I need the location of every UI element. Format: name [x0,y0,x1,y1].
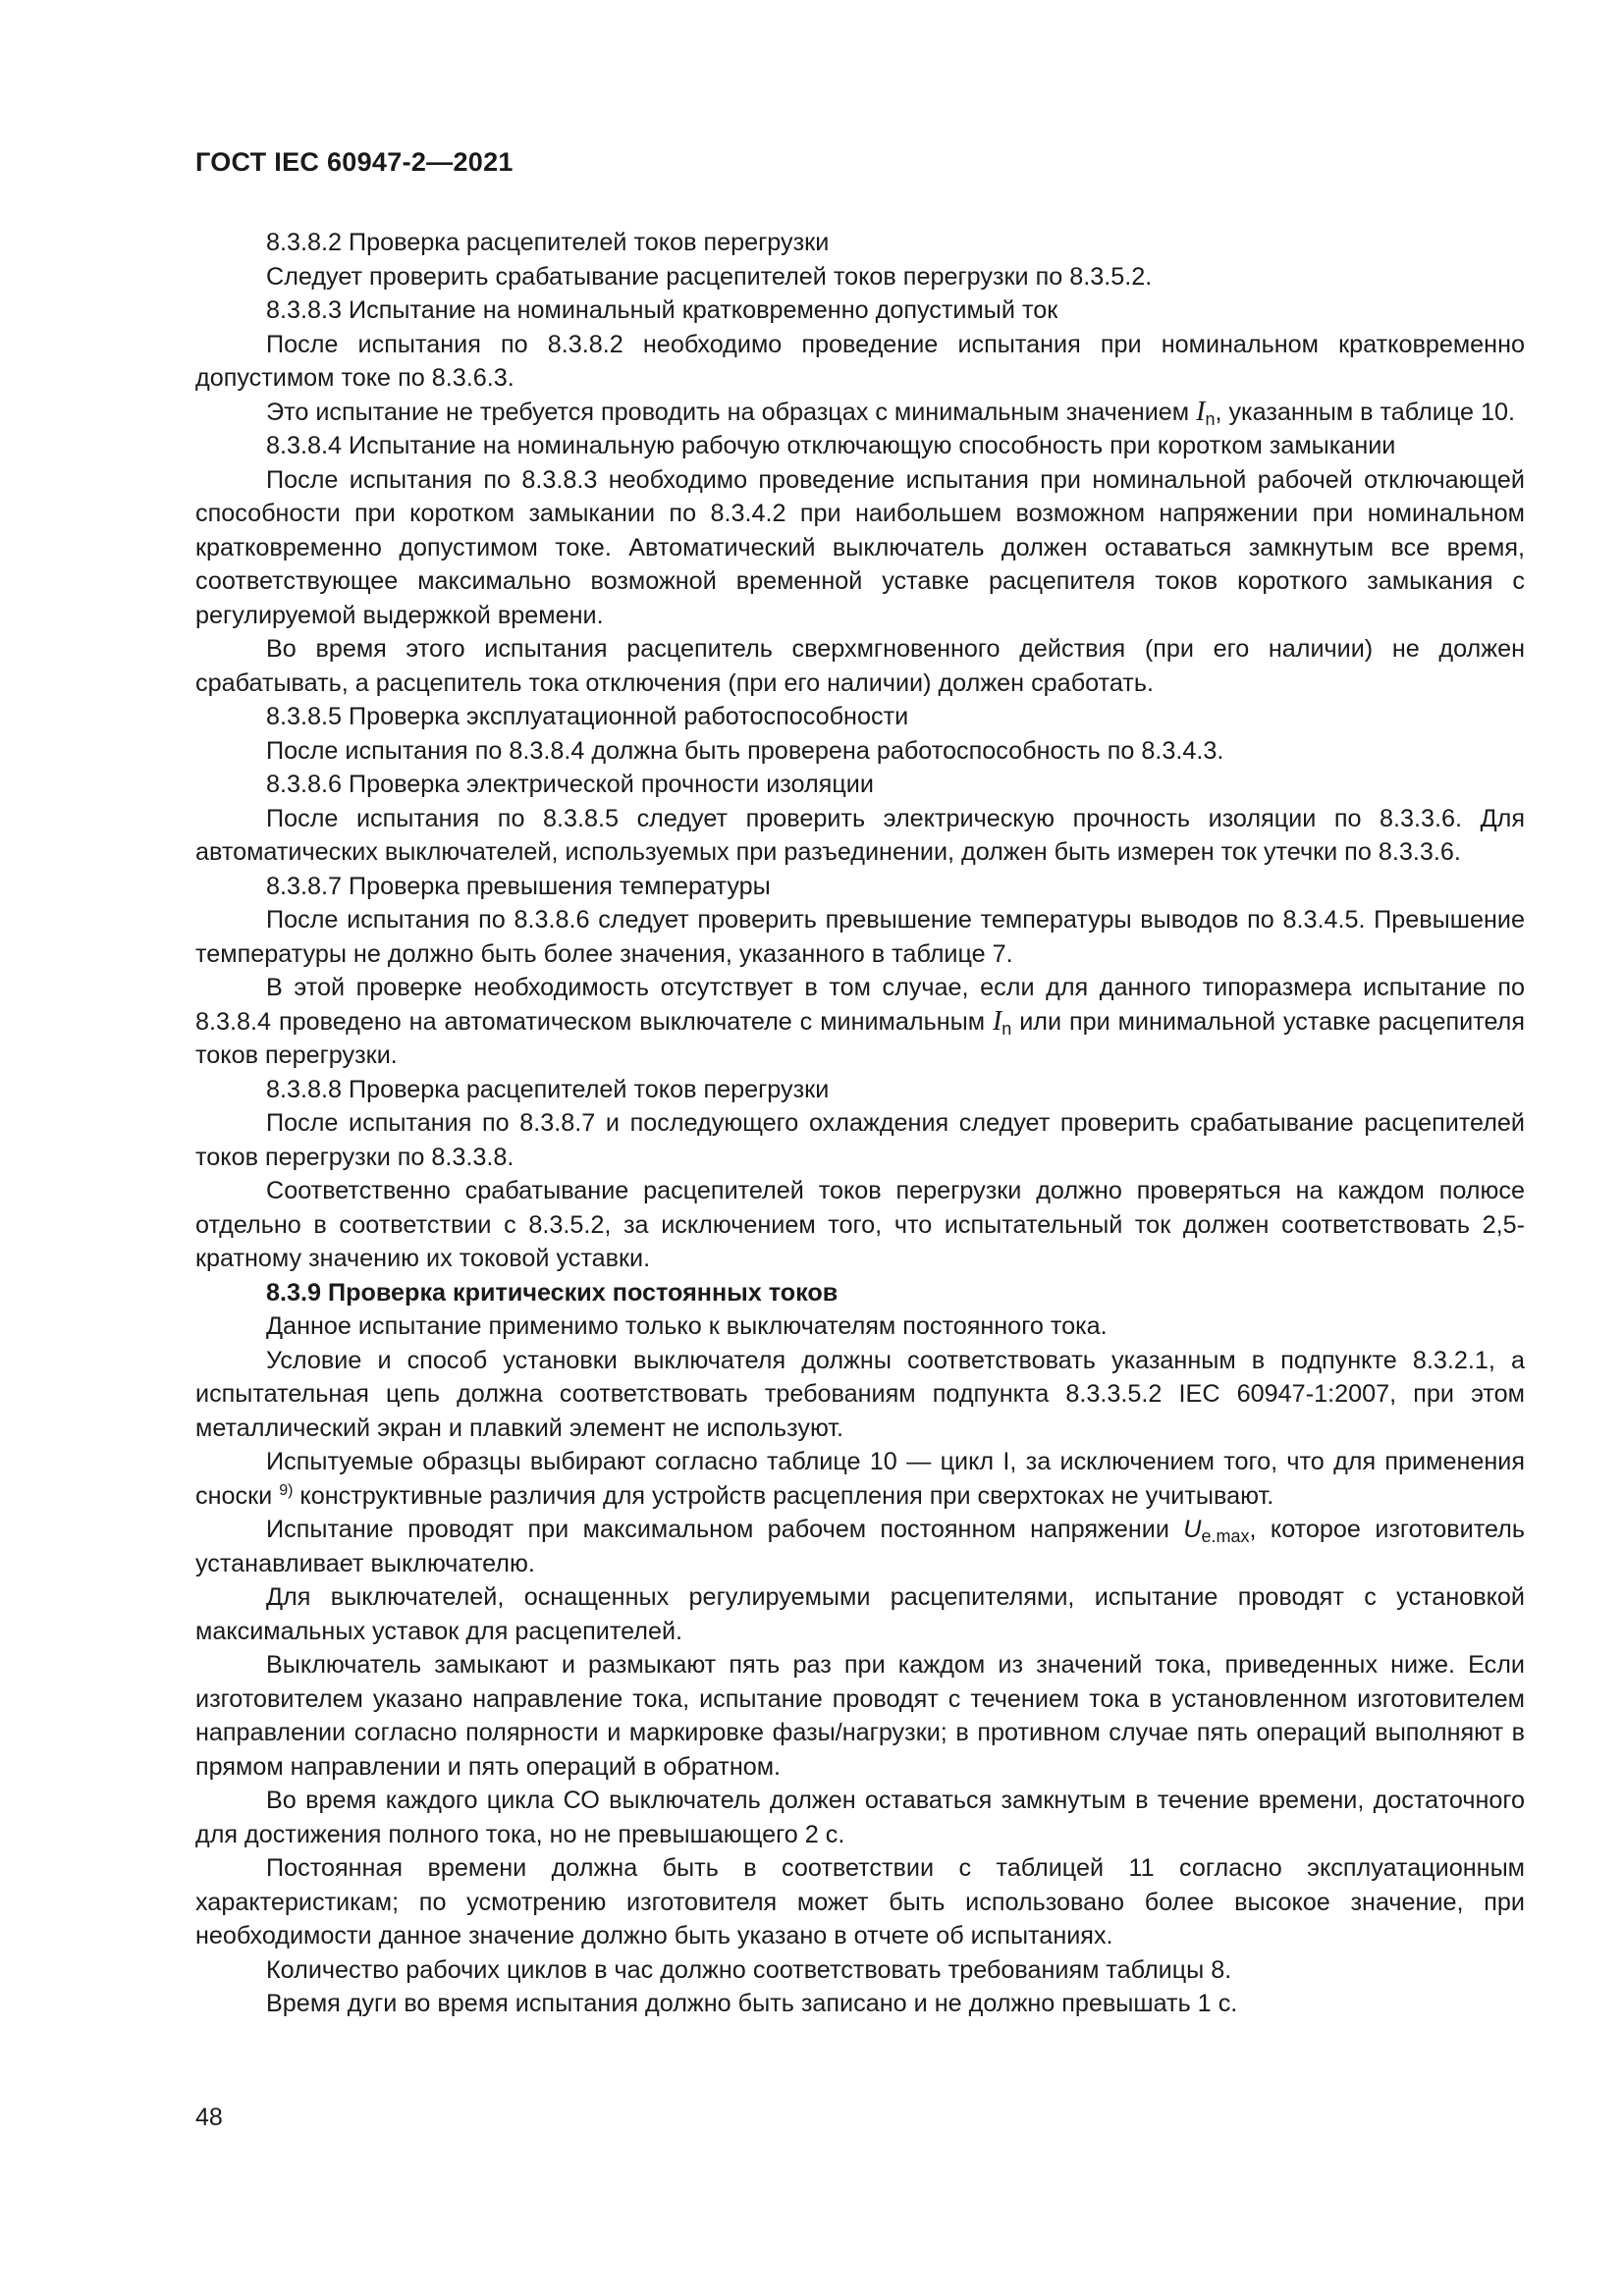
footnote-ref: 9) [279,1481,294,1499]
voltage-symbol: U [1183,1516,1202,1543]
subscript: n [1205,408,1216,429]
document-header: ГОСТ IEC 60947-2—2021 [195,147,514,177]
paragraph: 8.3.8.6 Проверка электрической прочности изоляции [266,771,874,798]
paragraph: После испытания по 8.3.8.3 необходимо проведение испытания при номинальной рабочей отключающей способности при коротком замыкании по 8.3.4.2 при наибольшем возможном напряжении при номинальном кратковременно допустимом токе. Автоматический выключатель должен оставаться замкнутым все время, соответствующее максимально возможной временной уставке расцепителя токов короткого замыкания с регулируемой выдержкой времени. [195,465,1525,629]
paragraph: Следует проверить срабатывание расцепителей токов перегрузки по 8.3.5.2. [266,262,1153,291]
paragraph [195,971,1525,1073]
text-run: конструктивные различия для устройств расцепления при сверхтоках не учитывают. [293,1481,1274,1510]
paragraph: Условие и способ установки выключателя должны соответствовать указанным в подпункте 8.3.2.1, а испытательная цепь должна соответствовать требованиям подпункта 8.3.3.5.2 IEC 60947-1:2007, при этом металлический экран и плавкий элемент не используют. [195,1346,1525,1442]
text-run: В этой проверке необходимость отсутствует в том случае, если для данного типоразмера испытание по 8.3.8.4 проведено на автоматическом выключателе с минимальным [195,974,1525,1036]
paragraph: Данное испытание применимо только к выключателям постоянного тока. [266,1312,1108,1340]
document-body [195,226,1525,2021]
text-run: , указанным в таблице 10. [1215,398,1515,426]
text-run: , которое изготовитель устанавливает выключателю. [195,1516,1525,1577]
text-run: или при минимальной уставке расцепителя токов перегрузки. [195,1007,1525,1069]
text-run: Испытание проводят при максимальном рабочем постоянном напряжении [266,1516,1184,1543]
paragraph: 8.3.8.5 Проверка эксплуатационной работоспособности [266,703,909,730]
paragraph: 8.3.8.8 Проверка расцепителей токов перегрузки [266,1075,830,1103]
text-run: Испытуемые образцы выбирают согласно таблице 10 — цикл I, за исключением того, что для применения сноски [195,1448,1525,1510]
paragraph [195,1445,1525,1513]
paragraph: После испытания по 8.3.8.2 необходимо проведение испытания при номинальном кратковременно допустимом токе по 8.3.6.3. [195,330,1525,392]
current-symbol: I [992,1005,1002,1037]
paragraph: Выключатель замыкают и размыкают пять раз при каждом из значений тока, приведенных ниже. Если изготовителем указано направление тока, испытание проводят с течением тока в установленном изготовителем направлении согласно полярности и маркировке фазы/нагрузки; в противном случае пять операций выполняют в прямом направлении и пять операций в обратном. [195,1651,1525,1781]
subscript: n [1001,1018,1012,1039]
paragraph: Постоянная времени должна быть в соответствии с таблицей 11 согласно эксплуатационным характеристикам; по усмотрению изготовителя может быть использовано более высокое значение, при необходимости данное значение должно быть указано в отчете об испытаниях. [195,1854,1525,1949]
paragraph: Время дуги во время испытания должно быть записано и не должно превышать 1 с. [266,1990,1238,2017]
paragraph: 8.3.8.7 Проверка превышения температуры [266,872,771,900]
paragraph: После испытания по 8.3.8.5 следует проверить электрическую прочность изоляции по 8.3.3.6. Для автоматических выключателей, используемых при разъединении, должен быть измерен ток утечки по 8.3.3.6. [195,804,1525,866]
paragraph: Количество рабочих циклов в час должно соответствовать требованиям таблицы 8. [266,1955,1232,1984]
subscript: e.max [1201,1526,1250,1546]
paragraph: После испытания по 8.3.8.6 следует проверить превышение температуры выводов по 8.3.4.5. Превышение температуры не должно быть более значения, указанного в таблице 7. [195,906,1525,968]
page-number: 48 [195,2104,223,2131]
paragraph: 8.3.8.2 Проверка расцепителей токов перегрузки [266,229,830,256]
paragraph: Для выключателей, оснащенных регулируемыми расцепителями, испытание проводят с установкой максимальных уставок для расцепителей. [195,1583,1525,1645]
paragraph: 8.3.8.3 Испытание на номинальный кратковременно допустимый ток [266,296,1058,324]
paragraph: После испытания по 8.3.8.4 должна быть проверена работоспособность по 8.3.4.3. [266,736,1224,765]
paragraph: Соответственно срабатывание расцепителей токов перегрузки должно проверяться на каждом полюсе отдельно в соответствии с 8.3.5.2, за исключением того, что испытательный ток должен соответствовать 2,5-кратному значению их токовой уставки. [195,1177,1525,1272]
text-run: Это испытание не требуется проводить на образцах с минимальным значением [266,398,1197,426]
paragraph: После испытания по 8.3.8.7 и последующего охлаждения следует проверить срабатывание расцепителей токов перегрузки по 8.3.3.8. [195,1109,1525,1171]
paragraph: Во время каждого цикла СО выключатель должен оставаться замкнутым в течение времени, достаточного для достижения полного тока, но не превышающего 2 с. [195,1787,1525,1848]
paragraph [195,396,1525,430]
paragraph [195,1513,1525,1580]
section-heading: 8.3.9 Проверка критических постоянных токов [266,1278,839,1307]
current-symbol: I [1196,396,1206,427]
paragraph: Во время этого испытания расцепитель сверхмгновенного действия (при его наличии) не должен срабатывать, а расцепитель тока отключения (при его наличии) должен сработать. [195,635,1525,697]
paragraph: 8.3.8.4 Испытание на номинальную рабочую отключающую способность при коротком замыкании [266,432,1396,459]
